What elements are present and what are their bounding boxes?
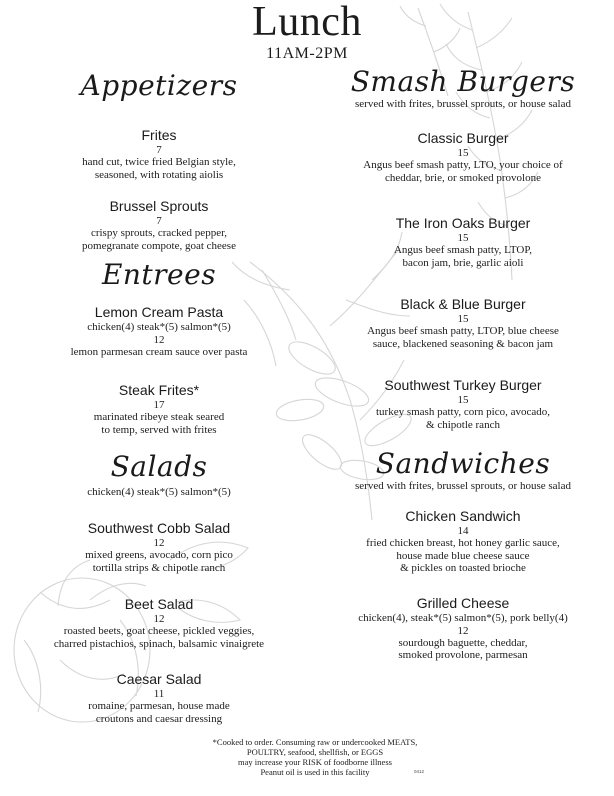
item-name: Frites <box>141 127 177 143</box>
item-description-line: bacon jam, brie, garlic aioli <box>402 256 524 269</box>
item-description-line: mixed greens, avocado, corn pico <box>85 549 233 561</box>
item-name: Beet Salad <box>124 596 194 612</box>
item-description-line: turkey smash patty, corn pico, avocado, <box>375 406 550 418</box>
item-name: Steak Frites* <box>118 382 200 398</box>
item-description-line: hand cut, twice fried Belgian style, <box>82 156 236 168</box>
sandwiches-heading: Sandwiches <box>375 447 551 480</box>
item-price: 12 <box>153 537 165 549</box>
item-description-line: sauce, blackened seasoning & bacon jam <box>372 337 554 350</box>
item-price: 7 <box>156 215 162 227</box>
item-description-line: house made blue cheese sauce <box>396 549 530 562</box>
burgers-sides-note: served with frites, brussel sprouts, or house salad <box>355 98 571 110</box>
item-description-line: & pickles on toasted brioche <box>400 562 526 574</box>
menu-item-frites <box>18 127 300 181</box>
menu-title: Lunch <box>252 0 362 45</box>
item-description-line: roasted beets, goat cheese, pickled veggies, <box>63 625 255 637</box>
item-price: 15 <box>457 232 469 244</box>
item-description-line: lemon parmesan cream sauce over pasta <box>70 345 248 358</box>
item-name: Brussel Sprouts <box>109 198 209 214</box>
item-description-line: fried chicken breast, hot honey garlic sauce, <box>366 537 560 549</box>
menu-item-chicken-sandwich <box>322 508 604 575</box>
item-price: 15 <box>457 313 469 325</box>
item-description-line: sourdough baguette, cheddar, <box>398 636 528 649</box>
item-name: The Iron Oaks Burger <box>395 215 531 231</box>
item-price: 12 <box>457 624 469 637</box>
item-description-line: smoked provolone, parmesan <box>398 649 528 661</box>
item-price: 7 <box>156 144 162 156</box>
menu-item-caesar-salad <box>18 671 300 725</box>
menu-item-classic-burger <box>322 130 604 184</box>
item-addons: chicken(4), steak*(5) salmon*(5), pork belly(4) <box>358 612 568 624</box>
item-description-line: crispy sprouts, cracked pepper, <box>90 227 228 239</box>
menu-item-steak-frites <box>18 382 300 436</box>
menu-item-lemon-cream-pasta <box>18 304 300 358</box>
item-price: 12 <box>153 613 165 625</box>
item-name: Southwest Cobb Salad <box>87 520 231 536</box>
item-description-line: seasoned, with rotating aiolis <box>94 168 224 181</box>
menu-item-beet-salad <box>18 596 300 650</box>
salads-heading: Salads <box>110 450 208 483</box>
item-price: 14 <box>457 525 469 537</box>
item-addons: chicken(4) steak*(5) salmon*(5) <box>87 321 231 333</box>
item-price: 15 <box>457 147 469 159</box>
menu-item-southwest-turkey-burger <box>322 377 604 431</box>
item-description-line: pomegranate compote, goat cheese <box>82 239 236 252</box>
item-name: Grilled Cheese <box>416 595 510 611</box>
item-name: Southwest Turkey Burger <box>384 377 542 393</box>
menu-item-brussel-sprouts <box>18 198 300 252</box>
item-description-line: Angus beef smash patty, LTOP, <box>393 244 532 256</box>
item-name: Black & Blue Burger <box>400 296 526 312</box>
footnote-line: Peanut oil is used in this facility <box>260 767 370 777</box>
item-description-line: romaine, parmesan, house made <box>88 700 230 712</box>
item-price: 15 <box>457 394 469 406</box>
item-description-line: croutons and caesar dressing <box>95 712 223 725</box>
item-description-line: marinated ribeye steak seared <box>93 411 225 423</box>
appetizers-heading: Appetizers <box>80 69 238 102</box>
item-price: 17 <box>153 399 165 411</box>
menu-item-grilled-cheese <box>322 595 604 662</box>
menu-item-black-blue-burger <box>322 296 604 350</box>
item-description-line: tortilla strips & chipotle ranch <box>92 561 226 574</box>
item-name: Classic Burger <box>417 130 509 146</box>
item-description-line: to temp, served with frites <box>101 423 217 436</box>
smash-burgers-heading: Smash Burgers <box>350 65 576 98</box>
item-price: 11 <box>153 688 165 700</box>
menu-hours: 11AM-2PM <box>266 45 348 62</box>
item-description-line: charred pistachios, spinach, balsamic vinaigrete <box>53 637 265 650</box>
item-name: Caesar Salad <box>116 671 202 687</box>
item-description-line: Angus beef smash patty, LTO, your choice of <box>363 159 563 171</box>
entrees-heading: Entrees <box>101 258 217 291</box>
sandwiches-sides-note: served with frites, brussel sprouts, or house salad <box>355 480 571 492</box>
item-price: 12 <box>153 333 165 346</box>
item-name: Lemon Cream Pasta <box>94 304 224 320</box>
menu-header <box>0 0 614 63</box>
item-description-line: Angus beef smash patty, LTOP, blue cheese <box>367 325 559 337</box>
footnote-line: POULTRY, seafood, shellfish, or EGGS <box>246 747 384 757</box>
footnote-line: *Cooked to order. Consuming raw or undercooked MEATS, <box>212 737 418 747</box>
item-description-line: & chipotle ranch <box>426 418 500 431</box>
menu-item-southwest-cobb-salad <box>18 520 300 574</box>
menu-item-iron-oaks-burger <box>322 215 604 269</box>
footnote-line: may increase your RISK of foodborne illness <box>238 757 392 767</box>
salads-addons-note: chicken(4) steak*(5) salmon*(5) <box>87 486 231 498</box>
menu-code: 0412 <box>414 769 425 774</box>
food-safety-footnote <box>200 737 430 777</box>
item-description-line: cheddar, brie, or smoked provolone <box>385 171 541 184</box>
item-name: Chicken Sandwich <box>405 508 521 524</box>
